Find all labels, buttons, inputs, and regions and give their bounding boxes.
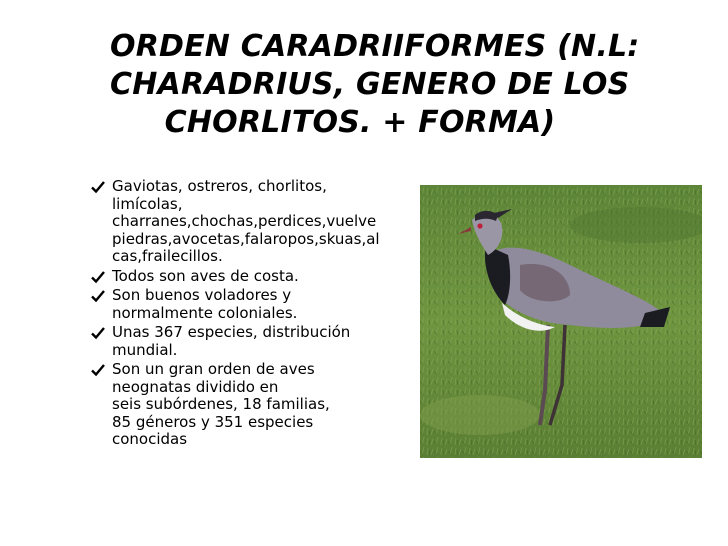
checkmark-icon <box>90 362 106 378</box>
bullet-item <box>90 324 390 359</box>
bullet-line: piedras,avocetas,falaropos,skuas,al <box>112 229 380 248</box>
bullet-line: normalmente coloniales. <box>112 303 298 322</box>
bullet-line: Son buenos voladores y <box>112 286 292 304</box>
bird-photo-graphic <box>420 185 702 458</box>
bullet-line: conocidas <box>112 430 188 448</box>
title-line: CHARADRIUS, GENERO DE LOS <box>110 67 630 102</box>
bullet-line: seis subórdenes, 18 familias, <box>112 395 330 413</box>
bullet-line: 85 géneros y 351 especies <box>112 412 314 431</box>
bullet-line: Todos son aves de costa. <box>112 266 299 285</box>
bullet-line: neognatas dividido en <box>112 377 279 396</box>
slide-title <box>110 28 640 142</box>
bullet-line: charranes,chochas,perdices,vuelve <box>112 212 377 230</box>
bullet-list <box>90 178 390 451</box>
bullet-line: Gaviotas, ostreros, chorlitos, <box>112 177 327 195</box>
checkmark-icon <box>90 325 106 341</box>
checkmark-icon <box>90 179 106 195</box>
checkmark-icon <box>90 288 106 304</box>
bullet-item <box>90 287 390 322</box>
bullet-line: cas,frailecillos. <box>112 247 223 265</box>
title-line: CHORLITOS. + FORMA) <box>164 105 556 140</box>
bullet-line: Unas 367 especies, distribución <box>112 323 351 341</box>
lapwing-bird-photo <box>420 185 702 458</box>
bullet-line: mundial. <box>112 340 178 359</box>
bullet-item <box>90 268 390 286</box>
bullet-line: limícolas, <box>112 194 183 213</box>
title-line: ORDEN CARADRIIFORMES (N.L: <box>110 29 640 64</box>
checkmark-icon <box>90 269 106 285</box>
bullet-item <box>90 178 390 266</box>
bullet-line: Son un gran orden de aves <box>112 360 315 378</box>
bullet-item <box>90 361 390 449</box>
